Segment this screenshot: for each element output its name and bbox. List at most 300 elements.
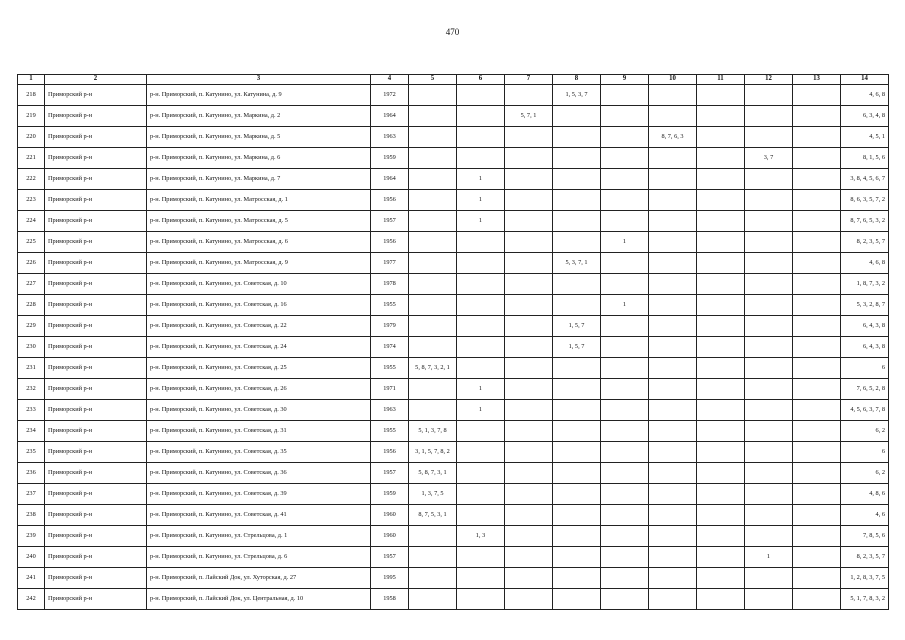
cell-col-6 [457,253,505,274]
cell-district: Приморский р-н [45,169,147,190]
cell-col-13 [793,253,841,274]
table-row [18,547,889,568]
cell-row-number: 232 [18,379,45,400]
cell-col-10 [649,421,697,442]
cell-col-6: 1 [457,169,505,190]
cell-address: р-н. Приморский, п. Катунино, ул. Маркина, д. 5 [147,127,371,148]
cell-district: Приморский р-н [45,316,147,337]
cell-district: Приморский р-н [45,148,147,169]
column-header-6: 6 [457,75,505,85]
cell-address: р-н. Приморский, п. Катунино, ул. Матросская, д. 9 [147,253,371,274]
cell-col-5: 5, 8, 7, 3, 1 [409,463,457,484]
cell-col-9 [601,400,649,421]
cell-year: 1972 [371,85,409,106]
cell-year: 1957 [371,211,409,232]
cell-col-8 [553,274,601,295]
cell-col-7 [505,190,553,211]
cell-col-8: 1, 5, 7 [553,337,601,358]
cell-year: 1971 [371,379,409,400]
table-row [18,106,889,127]
table-row [18,358,889,379]
cell-district: Приморский р-н [45,421,147,442]
cell-district: Приморский р-н [45,379,147,400]
cell-col-12 [745,106,793,127]
cell-col-8 [553,358,601,379]
cell-year: 1957 [371,547,409,568]
cell-col-12 [745,85,793,106]
cell-col-10 [649,190,697,211]
cell-col-6 [457,358,505,379]
cell-col-8 [553,232,601,253]
cell-col-12 [745,169,793,190]
cell-col-5: 5, 8, 7, 3, 2, 1 [409,358,457,379]
cell-district: Приморский р-н [45,190,147,211]
cell-col-11 [697,211,745,232]
cell-row-number: 230 [18,337,45,358]
cell-col-10 [649,400,697,421]
cell-row-number: 235 [18,442,45,463]
cell-col-12 [745,316,793,337]
cell-col-14: 5, 3, 2, 8, 7 [841,295,889,316]
cell-address: р-н. Приморский, п. Катунино, ул. Маркина, д. 7 [147,169,371,190]
cell-col-6: 1 [457,400,505,421]
cell-col-5 [409,589,457,610]
cell-col-5 [409,85,457,106]
cell-col-7 [505,274,553,295]
cell-col-10 [649,148,697,169]
cell-district: Приморский р-н [45,232,147,253]
cell-address: р-н. Приморский, п. Катунино, ул. Советская, д. 36 [147,463,371,484]
table-row [18,589,889,610]
cell-col-7 [505,505,553,526]
cell-col-9 [601,85,649,106]
cell-col-5 [409,547,457,568]
cell-col-6 [457,442,505,463]
cell-address: р-н. Приморский, п. Катунино, ул. Советская, д. 10 [147,274,371,295]
cell-col-5 [409,274,457,295]
cell-col-6 [457,505,505,526]
cell-col-5 [409,295,457,316]
cell-district: Приморский р-н [45,547,147,568]
cell-row-number: 238 [18,505,45,526]
cell-col-14: 1, 2, 8, 3, 7, 5 [841,568,889,589]
cell-district: Приморский р-н [45,211,147,232]
table-row [18,295,889,316]
cell-col-11 [697,547,745,568]
cell-district: Приморский р-н [45,505,147,526]
table-row [18,316,889,337]
cell-address: р-н. Приморский, п. Катунино, ул. Советская, д. 41 [147,505,371,526]
cell-col-7 [505,295,553,316]
cell-col-9 [601,127,649,148]
column-header-14: 14 [841,75,889,85]
cell-year: 1956 [371,190,409,211]
column-header-13: 13 [793,75,841,85]
cell-col-7 [505,232,553,253]
cell-col-10 [649,589,697,610]
cell-col-6 [457,421,505,442]
cell-district: Приморский р-н [45,526,147,547]
cell-col-13 [793,85,841,106]
cell-col-8 [553,484,601,505]
cell-address: р-н. Приморский, п. Катунино, ул. Маркина, д. 2 [147,106,371,127]
cell-col-8 [553,463,601,484]
cell-year: 1978 [371,274,409,295]
cell-col-12 [745,421,793,442]
cell-address: р-н. Приморский, п. Катунино, ул. Советская, д. 16 [147,295,371,316]
cell-col-8 [553,526,601,547]
cell-col-11 [697,358,745,379]
cell-col-8 [553,442,601,463]
cell-col-6 [457,232,505,253]
table-row [18,211,889,232]
cell-col-11 [697,85,745,106]
cell-col-12 [745,274,793,295]
cell-col-7 [505,85,553,106]
cell-year: 1955 [371,358,409,379]
cell-col-7 [505,484,553,505]
cell-col-5 [409,232,457,253]
cell-col-11 [697,568,745,589]
cell-col-7 [505,148,553,169]
cell-col-9 [601,274,649,295]
cell-row-number: 234 [18,421,45,442]
cell-col-11 [697,379,745,400]
cell-row-number: 239 [18,526,45,547]
table-row [18,379,889,400]
column-header-5: 5 [409,75,457,85]
cell-col-13 [793,442,841,463]
cell-col-6 [457,148,505,169]
cell-col-14: 3, 8, 4, 5, 6, 7 [841,169,889,190]
cell-col-12 [745,442,793,463]
cell-address: р-н. Приморский, п. Катунино, ул. Советская, д. 24 [147,337,371,358]
cell-row-number: 228 [18,295,45,316]
cell-year: 1956 [371,442,409,463]
cell-col-8 [553,148,601,169]
cell-col-14: 4, 6 [841,505,889,526]
column-header-4: 4 [371,75,409,85]
cell-col-5: 3, 1, 5, 7, 8, 2 [409,442,457,463]
cell-col-13 [793,400,841,421]
cell-col-13 [793,148,841,169]
cell-year: 1960 [371,526,409,547]
cell-address: р-н. Приморский, п. Лайский Док, ул. Центральная, д. 10 [147,589,371,610]
cell-col-6 [457,274,505,295]
cell-col-14: 6 [841,442,889,463]
cell-col-11 [697,505,745,526]
cell-year: 1959 [371,148,409,169]
cell-col-5 [409,211,457,232]
cell-year: 1964 [371,106,409,127]
cell-col-5 [409,568,457,589]
cell-col-14: 7, 6, 5, 2, 8 [841,379,889,400]
cell-row-number: 223 [18,190,45,211]
table-row [18,505,889,526]
cell-col-13 [793,358,841,379]
cell-row-number: 241 [18,568,45,589]
cell-col-8 [553,505,601,526]
cell-col-13 [793,295,841,316]
cell-col-12 [745,337,793,358]
column-header-7: 7 [505,75,553,85]
cell-col-11 [697,421,745,442]
cell-row-number: 237 [18,484,45,505]
cell-col-10 [649,442,697,463]
cell-col-9 [601,190,649,211]
cell-col-7: 5, 7, 1 [505,106,553,127]
cell-district: Приморский р-н [45,253,147,274]
cell-col-6 [457,127,505,148]
cell-col-10 [649,568,697,589]
cell-col-6 [457,589,505,610]
table-row [18,253,889,274]
cell-col-9 [601,547,649,568]
cell-col-12 [745,400,793,421]
cell-year: 1977 [371,253,409,274]
cell-col-10: 8, 7, 6, 3 [649,127,697,148]
table-row [18,274,889,295]
cell-col-6 [457,484,505,505]
cell-col-12 [745,526,793,547]
cell-col-8 [553,106,601,127]
cell-col-12 [745,589,793,610]
cell-col-12 [745,253,793,274]
cell-col-5 [409,379,457,400]
cell-col-9 [601,253,649,274]
cell-year: 1959 [371,484,409,505]
cell-col-13 [793,232,841,253]
cell-col-7 [505,358,553,379]
cell-row-number: 229 [18,316,45,337]
cell-col-13 [793,211,841,232]
cell-col-11 [697,442,745,463]
cell-col-10 [649,274,697,295]
cell-col-7 [505,421,553,442]
cell-col-9 [601,568,649,589]
column-header-8: 8 [553,75,601,85]
cell-col-7 [505,568,553,589]
cell-col-10 [649,547,697,568]
cell-col-13 [793,505,841,526]
cell-col-6: 1 [457,379,505,400]
cell-address: р-н. Приморский, п. Лайский Док, ул. Хуторская, д. 27 [147,568,371,589]
column-header-11: 11 [697,75,745,85]
cell-col-7 [505,253,553,274]
cell-year: 1957 [371,463,409,484]
cell-col-6: 1 [457,211,505,232]
cell-col-14: 4, 8, 6 [841,484,889,505]
column-header-9: 9 [601,75,649,85]
cell-address: р-н. Приморский, п. Катунино, ул. Матросская, д. 5 [147,211,371,232]
cell-col-11 [697,106,745,127]
table-row [18,169,889,190]
table-row [18,85,889,106]
cell-col-6: 1, 3 [457,526,505,547]
cell-col-8 [553,589,601,610]
cell-col-8 [553,127,601,148]
cell-col-7 [505,379,553,400]
cell-col-11 [697,190,745,211]
cell-district: Приморский р-н [45,85,147,106]
cell-col-6 [457,547,505,568]
cell-col-9 [601,169,649,190]
cell-col-6 [457,568,505,589]
cell-col-13 [793,337,841,358]
cell-col-13 [793,526,841,547]
cell-col-13 [793,589,841,610]
cell-col-14: 6, 2 [841,463,889,484]
cell-col-10 [649,211,697,232]
cell-col-14: 8, 7, 6, 5, 3, 2 [841,211,889,232]
cell-district: Приморский р-н [45,295,147,316]
table-row [18,421,889,442]
cell-col-8 [553,379,601,400]
table-row [18,400,889,421]
cell-col-8: 1, 5, 3, 7 [553,85,601,106]
cell-col-13 [793,379,841,400]
cell-col-10 [649,337,697,358]
cell-col-11 [697,316,745,337]
cell-col-9 [601,106,649,127]
cell-row-number: 236 [18,463,45,484]
table-row [18,232,889,253]
cell-col-14: 4, 5, 1 [841,127,889,148]
cell-col-8 [553,568,601,589]
cell-col-9 [601,526,649,547]
cell-col-14: 8, 2, 3, 5, 7 [841,232,889,253]
cell-col-5: 1, 3, 7, 5 [409,484,457,505]
cell-year: 1956 [371,232,409,253]
cell-col-7 [505,316,553,337]
cell-col-9 [601,358,649,379]
cell-col-5 [409,526,457,547]
cell-col-5 [409,127,457,148]
cell-col-6 [457,85,505,106]
cell-col-11 [697,295,745,316]
cell-row-number: 218 [18,85,45,106]
cell-col-7 [505,400,553,421]
table-row [18,463,889,484]
cell-col-10 [649,379,697,400]
cell-col-14: 1, 8, 7, 3, 2 [841,274,889,295]
cell-col-9 [601,505,649,526]
cell-col-10 [649,463,697,484]
cell-col-13 [793,484,841,505]
cell-col-10 [649,316,697,337]
cell-district: Приморский р-н [45,589,147,610]
table-row [18,484,889,505]
cell-col-13 [793,547,841,568]
cell-col-7 [505,442,553,463]
cell-col-13 [793,169,841,190]
cell-col-5 [409,169,457,190]
cell-col-9 [601,589,649,610]
table-header-row [18,75,889,85]
page-number: 470 [445,27,460,37]
cell-year: 1958 [371,589,409,610]
cell-col-9 [601,148,649,169]
cell-col-8 [553,295,601,316]
cell-col-13 [793,274,841,295]
cell-col-14: 4, 5, 6, 3, 7, 8 [841,400,889,421]
cell-address: р-н. Приморский, п. Катунино, ул. Советская, д. 39 [147,484,371,505]
cell-col-9 [601,337,649,358]
cell-year: 1995 [371,568,409,589]
table-row [18,442,889,463]
cell-col-8 [553,421,601,442]
cell-col-7 [505,211,553,232]
cell-col-6 [457,106,505,127]
table-row [18,148,889,169]
cell-col-14: 7, 8, 5, 6 [841,526,889,547]
cell-year: 1963 [371,127,409,148]
register-table [17,74,889,610]
cell-col-13 [793,463,841,484]
cell-col-5 [409,190,457,211]
cell-col-11 [697,463,745,484]
column-header-1: 1 [18,75,45,85]
cell-col-11 [697,127,745,148]
cell-col-12 [745,232,793,253]
cell-year: 1955 [371,421,409,442]
cell-col-10 [649,526,697,547]
cell-col-5 [409,337,457,358]
cell-col-7 [505,526,553,547]
cell-col-10 [649,484,697,505]
cell-col-13 [793,421,841,442]
cell-col-8: 5, 3, 7, 1 [553,253,601,274]
cell-col-5 [409,148,457,169]
cell-col-5 [409,316,457,337]
cell-col-7 [505,589,553,610]
cell-row-number: 222 [18,169,45,190]
cell-col-13 [793,190,841,211]
cell-row-number: 225 [18,232,45,253]
cell-col-9: 1 [601,232,649,253]
cell-col-14: 8, 1, 5, 6 [841,148,889,169]
column-header-3: 3 [147,75,371,85]
cell-district: Приморский р-н [45,463,147,484]
cell-col-13 [793,106,841,127]
cell-col-13 [793,316,841,337]
cell-row-number: 231 [18,358,45,379]
cell-row-number: 227 [18,274,45,295]
cell-address: р-н. Приморский, п. Катунино, ул. Советская, д. 22 [147,316,371,337]
cell-address: р-н. Приморский, п. Катунино, ул. Советская, д. 26 [147,379,371,400]
cell-col-5: 8, 7, 5, 3, 1 [409,505,457,526]
cell-col-14: 6, 4, 3, 8 [841,316,889,337]
cell-col-7 [505,547,553,568]
cell-col-14: 5, 1, 7, 8, 3, 2 [841,589,889,610]
cell-col-12 [745,295,793,316]
cell-col-10 [649,358,697,379]
cell-district: Приморский р-н [45,568,147,589]
cell-col-14: 4, 6, 8 [841,253,889,274]
cell-year: 1964 [371,169,409,190]
cell-col-14: 6 [841,358,889,379]
cell-col-14: 4, 6, 8 [841,85,889,106]
cell-col-10 [649,85,697,106]
cell-col-11 [697,232,745,253]
cell-col-13 [793,127,841,148]
cell-address: р-н. Приморский, п. Катунино, ул. Советская, д. 25 [147,358,371,379]
cell-col-12 [745,568,793,589]
cell-col-11 [697,148,745,169]
cell-col-9 [601,316,649,337]
table-row [18,337,889,358]
cell-district: Приморский р-н [45,127,147,148]
